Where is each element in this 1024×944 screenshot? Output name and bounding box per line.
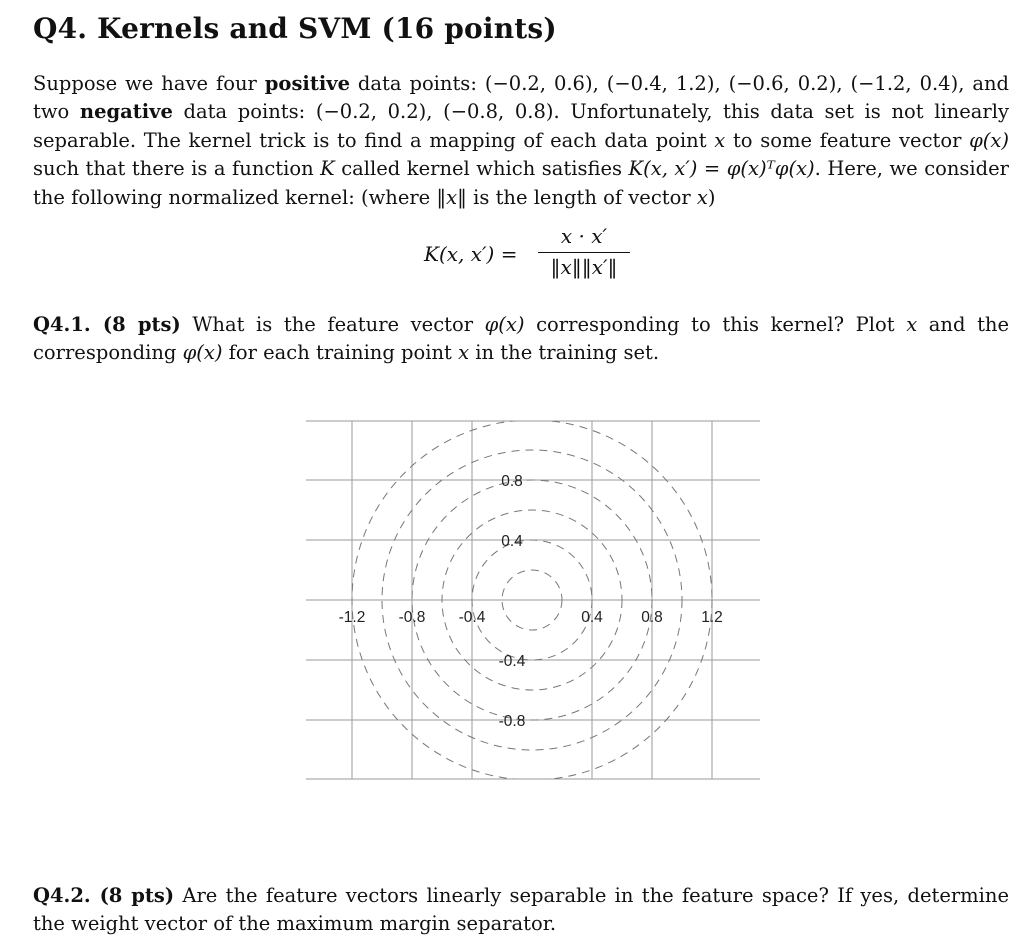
formula-lhs: K(x, x′) =: [424, 242, 518, 266]
q41-math-x: x: [906, 313, 918, 336]
y-tick-label: -0.8: [498, 713, 526, 730]
q41-s5: in the training set.: [469, 341, 660, 365]
q41-label: Q4.1. (8 pts): [33, 313, 181, 336]
q41-s2: corresponding to this kernel? Plot: [524, 313, 907, 336]
math-x-2: x: [696, 185, 708, 209]
math-kernel-definition: K(x, x′) = φ(x)ᵀφ(x): [628, 157, 815, 181]
intro-s1: Suppose we have four: [33, 72, 265, 95]
q41-math-phi: φ(x): [484, 313, 525, 336]
q41-s4: for each training point: [222, 341, 459, 365]
x-tick-label: 0.8: [641, 609, 663, 626]
q41-math-phi-2: φ(x): [182, 341, 223, 365]
y-tick-label: 0.4: [501, 533, 523, 550]
intro-s9: ): [707, 185, 716, 209]
question-title: Q4. Kernels and SVM (16 points): [33, 12, 557, 45]
q42-label: Q4.2. (8 pts): [33, 884, 175, 907]
formula-denominator: ‖x‖‖x′‖: [550, 255, 618, 279]
x-tick-label: -0.4: [458, 609, 486, 626]
q42-text: Are the feature vectors linearly separable in the feature space? If yes, determine the weight vector of the maximum margin separator.: [33, 884, 1010, 936]
x-tick-label: -1.2: [338, 609, 366, 626]
math-norm-x: ‖x‖: [436, 185, 467, 209]
formula-numerator: x · x′: [538, 224, 630, 253]
x-tick-label: -0.8: [398, 609, 426, 626]
positive-word: positive: [264, 72, 350, 95]
negative-word: negative: [79, 100, 173, 124]
q41-s3: and the corresponding: [33, 313, 1010, 365]
x-tick-label: 1.2: [701, 609, 723, 626]
intro-s8: is the length of vector: [466, 185, 697, 209]
intro-s3: data points: (−0.2, 0.2), (−0.8, 0.8). Unfortunately, this data set is not linearly separable. The kernel trick is to find a mapping of each data point: [33, 100, 1009, 152]
intro-s4: to some feature vector: [725, 128, 970, 152]
q41-math-x-2: x: [458, 341, 470, 365]
q42-paragraph: [33, 882, 1009, 939]
y-tick-label: -0.4: [498, 653, 526, 670]
intro-s2: data points: (−0.2, 0.6), (−0.4, 1.2), (−0.6, 0.2), (−1.2, 0.4), and two: [33, 72, 1010, 124]
y-tick-label: 0.8: [501, 473, 523, 490]
math-K: K: [320, 157, 335, 181]
math-phi: φ(x): [969, 128, 1009, 152]
intro-s7: . Here, we consider the following normalized kernel: (where: [33, 157, 1009, 209]
x-tick-label: 0.4: [581, 609, 603, 626]
intro-s5: such that there is a function: [33, 157, 321, 181]
math-x: x: [714, 128, 726, 152]
q41-s1: What is the feature vector: [180, 313, 485, 336]
intro-s6: called kernel which satisfies: [334, 157, 629, 181]
